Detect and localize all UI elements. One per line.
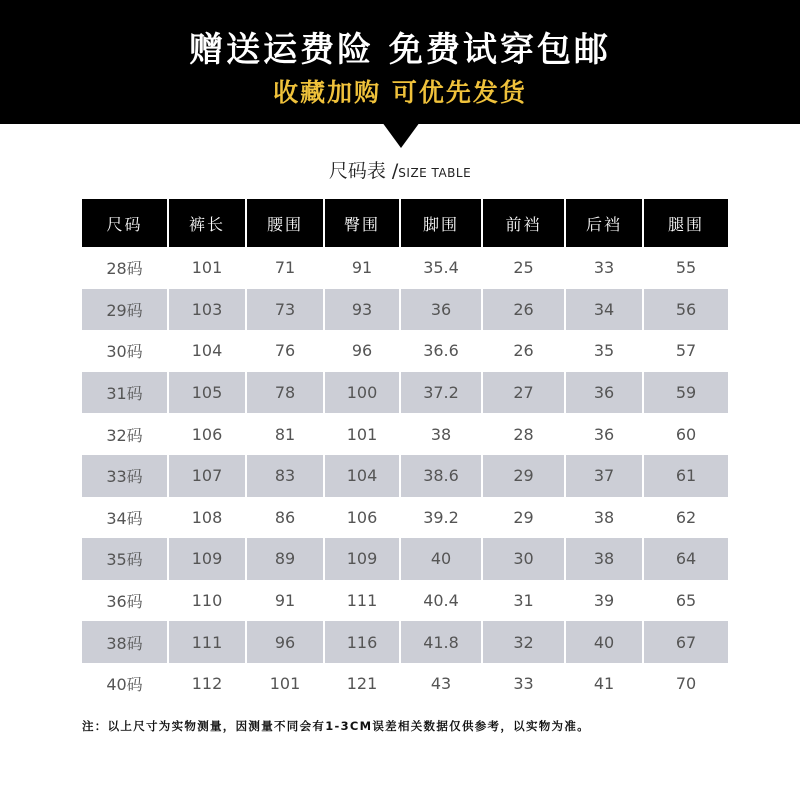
measurement-cell: 109	[168, 538, 246, 580]
size-cell: 40码	[106, 675, 143, 695]
measurement-cell: 33	[482, 663, 565, 705]
measurement-cell: 41	[565, 663, 643, 705]
size-table	[82, 199, 728, 705]
measurement-cell: 83	[246, 455, 324, 497]
measurement-cell: 64	[643, 538, 728, 580]
measurement-cell: 41.8	[400, 621, 482, 663]
measurement-cell: 101	[168, 247, 246, 289]
measurement-cell: 112	[168, 663, 246, 705]
measurement-cell: 101	[246, 663, 324, 705]
measurement-cell: 101	[324, 413, 400, 455]
measurement-cell: 111	[324, 580, 400, 622]
measurement-cell: 104	[324, 455, 400, 497]
measurement-cell: 43	[400, 663, 482, 705]
column-header-hem: 脚围	[400, 199, 482, 247]
measurement-cell: 27	[482, 372, 565, 414]
measurement-cell: 40	[400, 538, 482, 580]
measurement-cell: 96	[324, 330, 400, 372]
measurement-cell: 38	[565, 497, 643, 539]
measurement-cell: 110	[168, 580, 246, 622]
measurement-cell: 31	[482, 580, 565, 622]
table-row	[82, 413, 728, 455]
measurement-cell: 39.2	[400, 497, 482, 539]
measurement-cell: 26	[482, 289, 565, 331]
table-row	[82, 289, 728, 331]
size-cell: 32码	[106, 425, 143, 445]
measurement-cell: 108	[168, 497, 246, 539]
size-cell: 31码	[82, 372, 168, 414]
measurement-cell: 60	[643, 413, 728, 455]
measurement-cell: 93	[324, 289, 400, 331]
measurement-cell: 73	[246, 289, 324, 331]
measurement-cell: 116	[324, 621, 400, 663]
size-table-title-en: SIZE TABLE	[398, 166, 472, 180]
measurement-cell: 103	[168, 289, 246, 331]
measurement-cell: 32	[482, 621, 565, 663]
measurement-cell: 105	[168, 372, 246, 414]
table-row	[82, 372, 728, 414]
column-header-hip: 臀围	[324, 199, 400, 247]
measurement-cell: 39	[565, 580, 643, 622]
measurement-cell: 91	[246, 580, 324, 622]
measurement-cell: 35	[565, 330, 643, 372]
table-row	[82, 330, 728, 372]
measurement-cell: 106	[168, 413, 246, 455]
size-cell: 29码	[82, 289, 168, 331]
size-cell: 28码	[106, 259, 143, 279]
size-table-header-row	[82, 199, 728, 247]
measurement-cell: 40	[565, 621, 643, 663]
measurement-cell: 26	[482, 330, 565, 372]
size-cell: 34码	[106, 508, 143, 528]
measurement-cell: 76	[246, 330, 324, 372]
measurement-cell: 28	[482, 413, 565, 455]
banner-pointer-arrow	[382, 122, 420, 148]
table-row	[82, 455, 728, 497]
table-row	[82, 663, 728, 705]
measurement-cell: 56	[643, 289, 728, 331]
measurement-cell: 100	[324, 372, 400, 414]
size-cell: 36码	[106, 592, 143, 612]
measurement-cell: 107	[168, 455, 246, 497]
size-table-title	[0, 156, 800, 183]
column-header-back-rise: 后裆	[565, 199, 643, 247]
table-row	[82, 621, 728, 663]
measurement-cell: 61	[643, 455, 728, 497]
measurement-cell: 38	[400, 413, 482, 455]
measurement-cell: 67	[643, 621, 728, 663]
measurement-cell: 38.6	[400, 455, 482, 497]
banner-subheadline: 收藏加购 可优先发货	[273, 78, 527, 107]
measurement-cell: 111	[168, 621, 246, 663]
measurement-footnote: 注：以上尺寸为实物测量，因测量不同会有1-3CM误差相关数据仅供参考，以实物为准。	[82, 719, 590, 733]
measurement-cell: 96	[246, 621, 324, 663]
measurement-cell: 91	[324, 247, 400, 289]
measurement-cell: 36.6	[400, 330, 482, 372]
size-cell: 35码	[82, 538, 168, 580]
measurement-cell: 65	[643, 580, 728, 622]
measurement-cell: 55	[643, 247, 728, 289]
table-row	[82, 247, 728, 289]
size-cell: 38码	[82, 621, 168, 663]
measurement-cell: 37.2	[400, 372, 482, 414]
measurement-cell: 78	[246, 372, 324, 414]
measurement-cell: 70	[643, 663, 728, 705]
measurement-cell: 25	[482, 247, 565, 289]
measurement-cell: 29	[482, 455, 565, 497]
table-row	[82, 580, 728, 622]
measurement-cell: 33	[565, 247, 643, 289]
measurement-cell: 36	[400, 289, 482, 331]
column-header-front-rise: 前裆	[482, 199, 565, 247]
measurement-cell: 40.4	[400, 580, 482, 622]
measurement-cell: 30	[482, 538, 565, 580]
banner-headline: 赠送运费险 免费试穿包邮	[189, 30, 611, 70]
measurement-cell: 35.4	[400, 247, 482, 289]
measurement-cell: 121	[324, 663, 400, 705]
size-cell: 33码	[82, 455, 168, 497]
measurement-cell: 62	[643, 497, 728, 539]
table-row	[82, 538, 728, 580]
measurement-cell: 36	[565, 413, 643, 455]
size-table-body	[82, 247, 728, 705]
measurement-cell: 59	[643, 372, 728, 414]
measurement-cell: 86	[246, 497, 324, 539]
column-header-length: 裤长	[168, 199, 246, 247]
promo-banner	[0, 0, 800, 124]
measurement-cell: 57	[643, 330, 728, 372]
measurement-cell: 106	[324, 497, 400, 539]
measurement-cell: 81	[246, 413, 324, 455]
size-table-title-cn: 尺码表 /	[328, 160, 399, 182]
column-header-thigh: 腿围	[643, 199, 728, 247]
measurement-cell: 71	[246, 247, 324, 289]
measurement-cell: 34	[565, 289, 643, 331]
measurement-cell: 38	[565, 538, 643, 580]
measurement-cell: 36	[565, 372, 643, 414]
measurement-cell: 37	[565, 455, 643, 497]
measurement-cell: 89	[246, 538, 324, 580]
column-header-size: 尺码	[82, 199, 168, 247]
measurement-cell: 109	[324, 538, 400, 580]
size-cell: 30码	[106, 342, 143, 362]
column-header-waist: 腰围	[246, 199, 324, 247]
table-row	[82, 497, 728, 539]
measurement-cell: 29	[482, 497, 565, 539]
measurement-cell: 104	[168, 330, 246, 372]
